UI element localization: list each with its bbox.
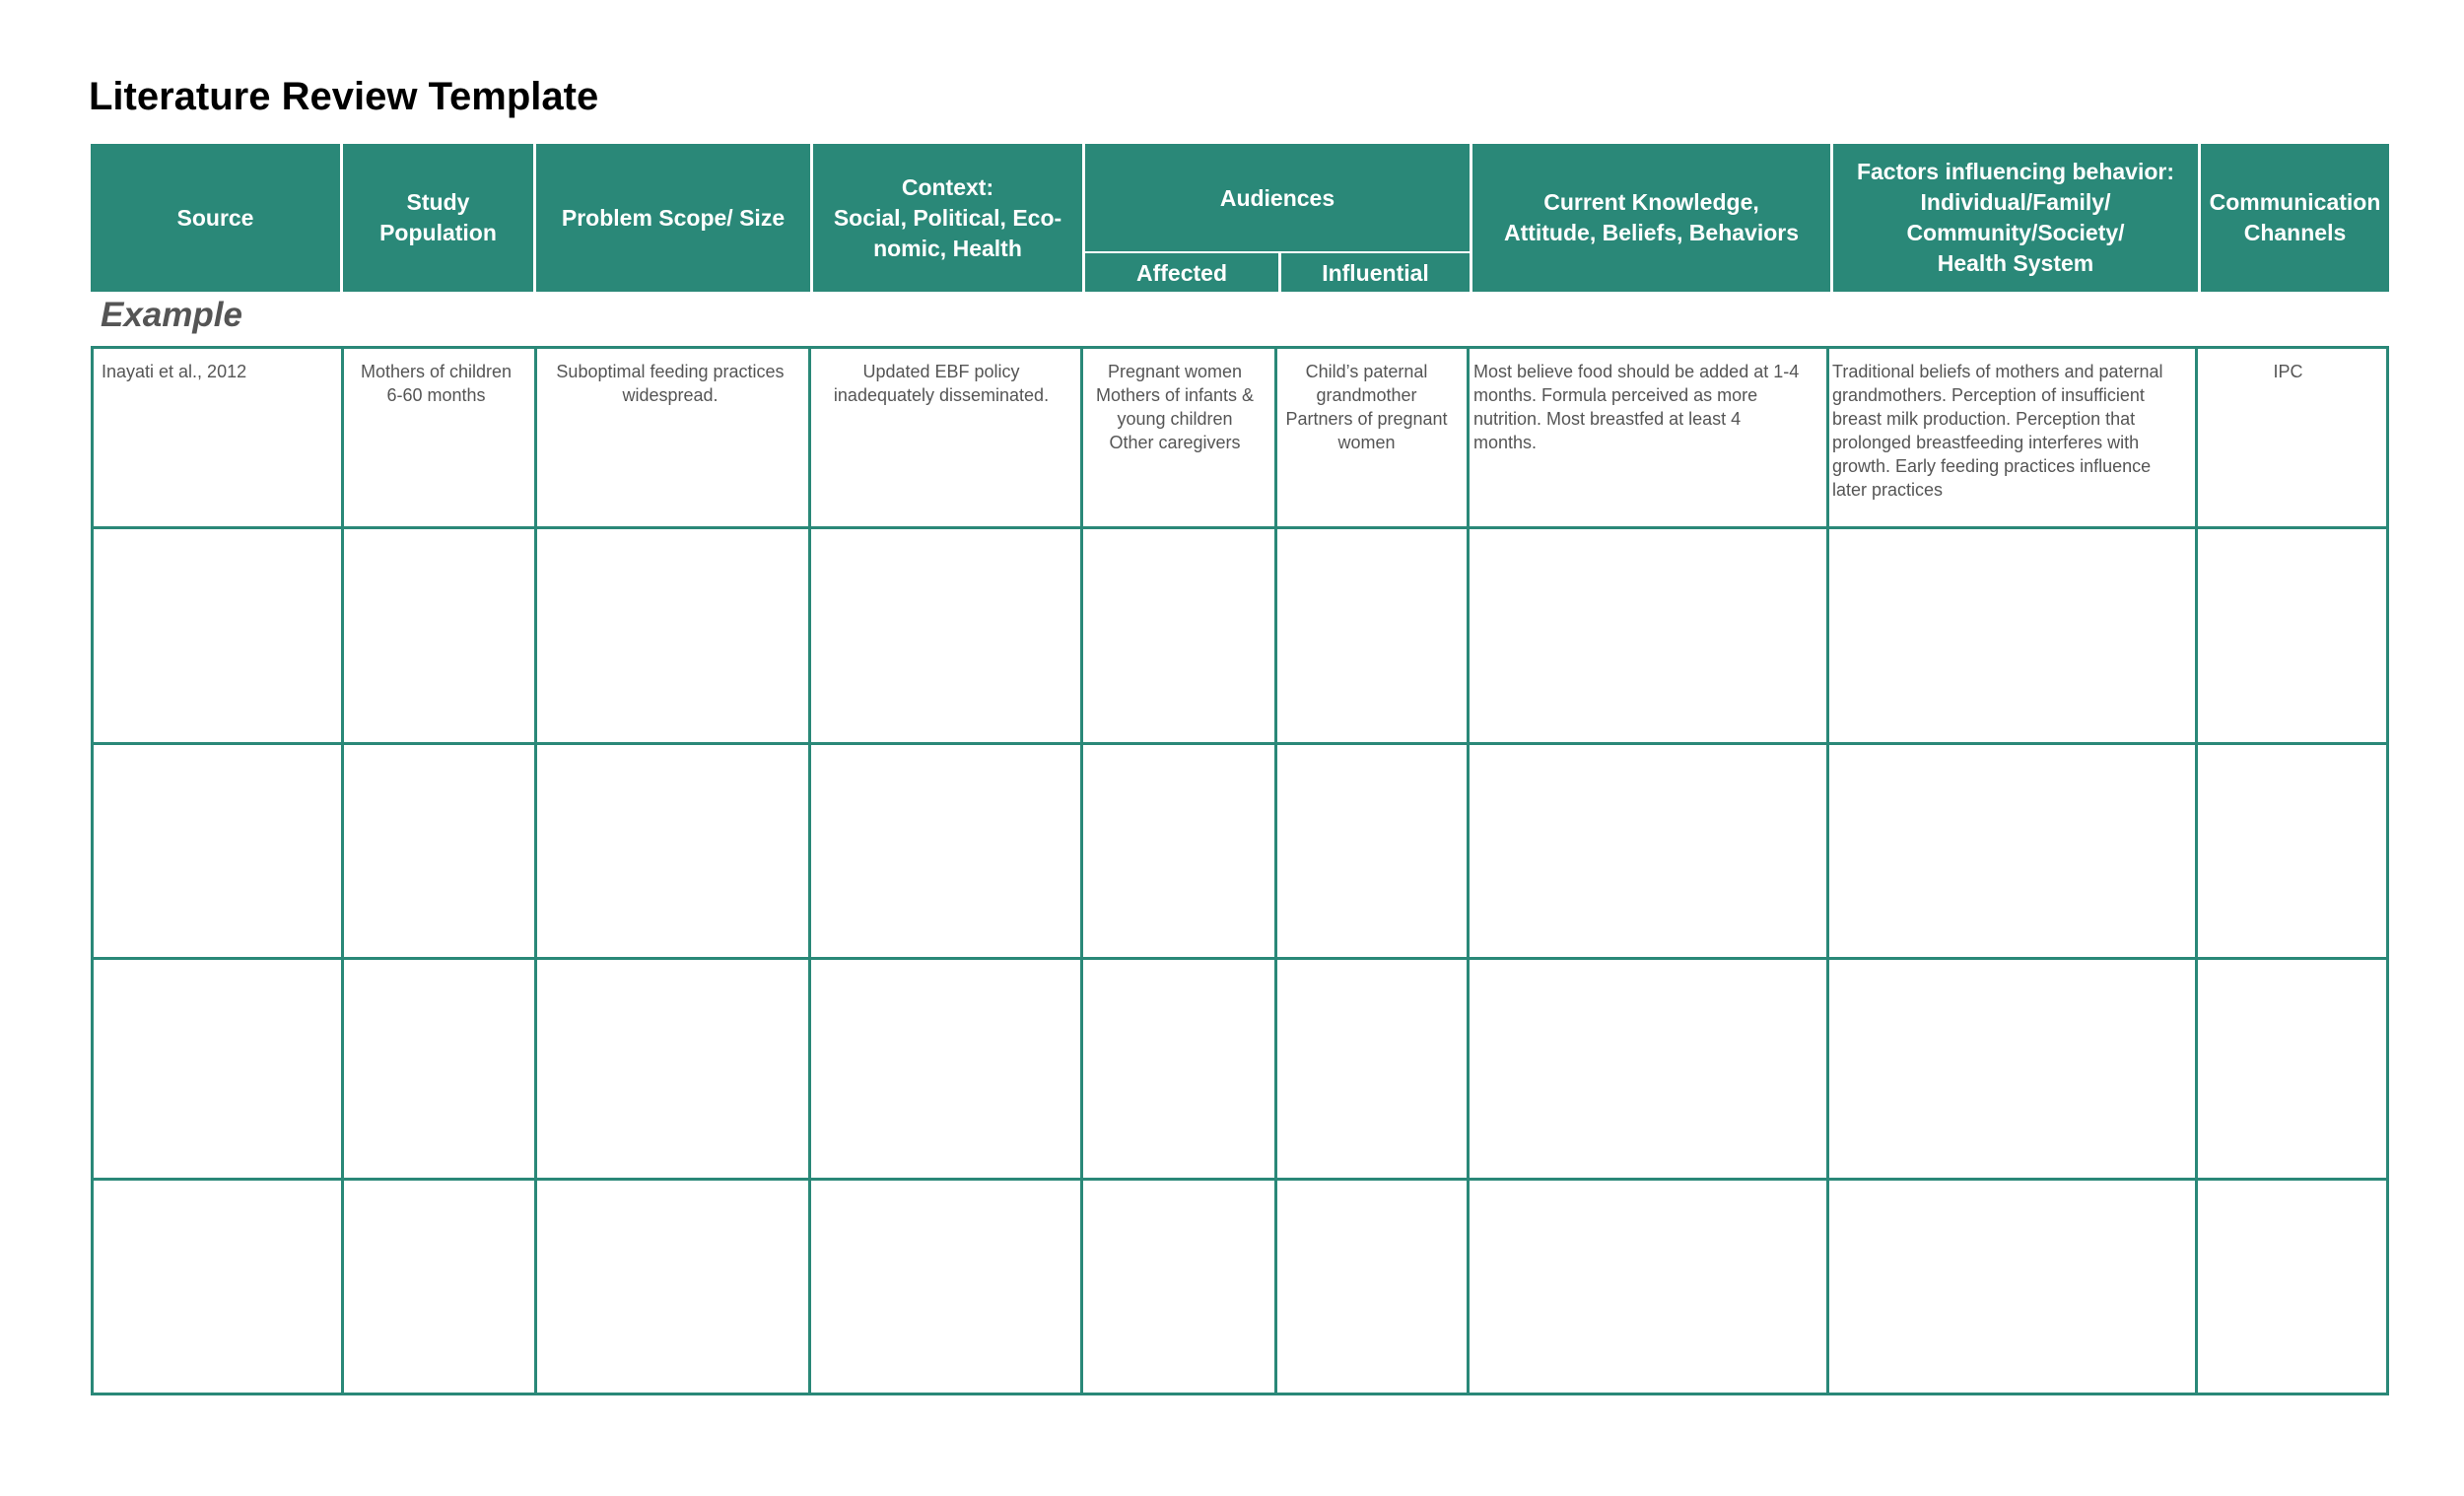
column-divider (534, 349, 537, 1393)
header-divider (533, 144, 536, 292)
table-header (91, 144, 2389, 292)
example-study-population-cell: Mothers of children 6-60 months (360, 362, 513, 405)
column-divider (1274, 349, 1277, 1393)
audiences-divider (1082, 251, 1472, 253)
header-affected: Affected (1135, 259, 1227, 286)
header-divider (1082, 144, 1085, 292)
row-divider (94, 526, 2386, 529)
header-divider (810, 144, 813, 292)
example-factors-cell: Traditional beliefs of mothers and paternal grandmothers. Perception of insufficient breast milk production. Perception that prolonged breastfeeding interferes with growth. Early feeding practices influence later practices (1832, 362, 2163, 500)
header-divider (1470, 144, 1472, 292)
column-divider (1080, 349, 1083, 1393)
header-current-knowledge: Current Knowledge, Attitude, Beliefs, Behaviors (1503, 189, 1800, 245)
header-source: Source (176, 204, 254, 231)
page-title: Literature Review Template (89, 75, 599, 118)
review-table (91, 346, 2389, 1395)
header-study-population: Study Population (379, 189, 497, 245)
header-divider (2198, 144, 2201, 292)
row-divider (94, 957, 2386, 960)
column-divider (1467, 349, 1470, 1393)
example-context-cell: Updated EBF policy inadequately disseminated. (833, 362, 1050, 405)
header-factors: Factors influencing behavior: Individual/Family/ Community/Society/ Health System (1856, 159, 2175, 276)
example-current-knowledge-cell: Most believe food should be added at 1-4 months. Formula perceived as more nutrition. Most breastfed at least 4 months. (1473, 362, 1800, 452)
example-problem-scope-cell: Suboptimal feeding practices widespread. (556, 362, 785, 405)
example-label: Example (101, 296, 242, 334)
column-divider (808, 349, 811, 1393)
header-divider (340, 144, 343, 292)
column-divider (2195, 349, 2198, 1393)
example-source-cell: Inayati et al., 2012 (102, 362, 247, 381)
row-divider (94, 1178, 2386, 1181)
column-divider (341, 349, 344, 1393)
header-divider (1278, 252, 1281, 292)
example-affected-cell: Pregnant women Mothers of infants & young children Other caregivers (1095, 362, 1255, 452)
example-communication-channels-cell: IPC (2273, 362, 2303, 381)
header-influential: Influential (1322, 259, 1429, 286)
header-divider (1830, 144, 1833, 292)
header-audiences: Audiences (1219, 184, 1335, 211)
column-divider (1826, 349, 1829, 1393)
header-communication-channels: Communication Channels (2209, 189, 2381, 245)
header-context: Context: Social, Political, Eco- nomic, Health (833, 173, 1062, 261)
header-problem-scope: Problem Scope/ Size (561, 204, 786, 231)
example-influential-cell: Child’s paternal grandmother Partners of pregnant women (1285, 362, 1448, 452)
row-divider (94, 742, 2386, 745)
